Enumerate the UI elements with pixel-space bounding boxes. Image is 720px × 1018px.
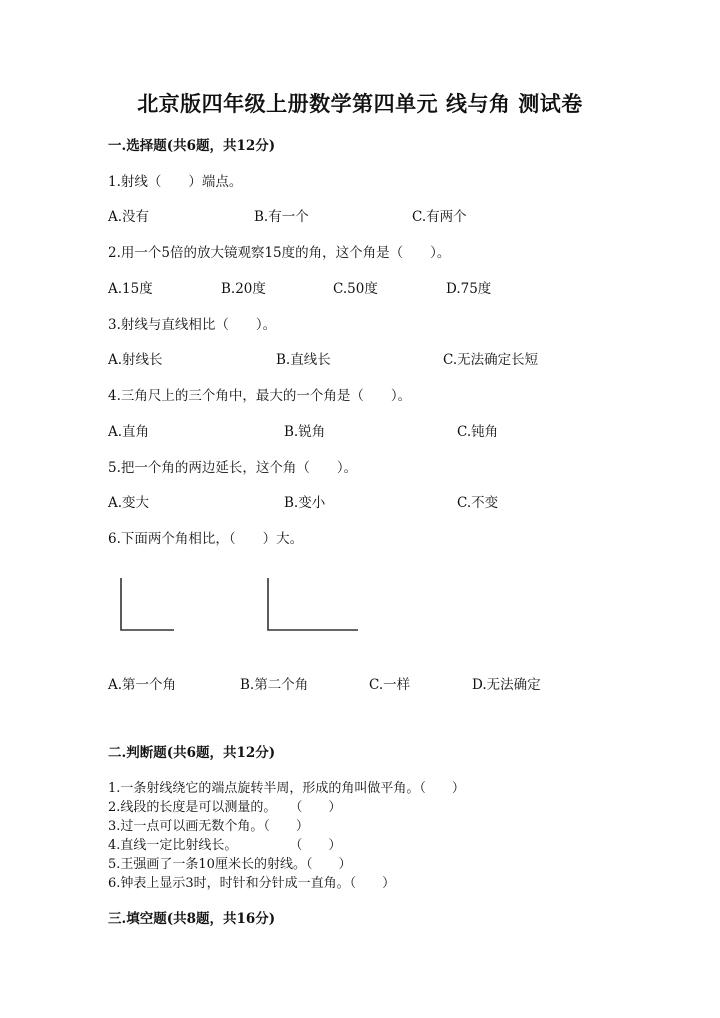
question-3-option-b: B.直线长 <box>276 352 331 368</box>
section-heading-judgment: 二.判断题(共6题，共12分) <box>108 745 276 761</box>
question-1-option-a: A.没有 <box>108 209 150 225</box>
question-4-option-a: A.直角 <box>108 424 150 440</box>
question-6-option-a: A.第一个角 <box>108 677 177 693</box>
question-4-option-b: B.锐角 <box>284 424 326 440</box>
question-2-option-c: C.50度 <box>333 281 378 297</box>
judgment-item-1: 1.一条射线绕它的端点旋转半周，形成的角叫做平角。（ ） <box>108 781 465 796</box>
angle-2-sides <box>268 578 358 630</box>
angle-figure-2 <box>268 578 358 630</box>
judgment-item-2: 2.线段的长度是可以测量的。 （ ） <box>108 800 342 815</box>
question-6-option-d: D.无法确定 <box>472 677 541 693</box>
question-3-stem: 3.射线与直线相比（ ）。 <box>108 317 277 333</box>
judgment-item-4: 4.直线一定比射线长。 （ ） <box>108 838 342 853</box>
question-1-option-b: B.有一个 <box>254 209 309 225</box>
question-3-option-a: A.射线长 <box>108 352 163 368</box>
question-2-option-d: D.75度 <box>446 281 492 297</box>
section-heading-fill-blank: 三.填空题(共8题，共16分) <box>108 911 276 927</box>
question-5-option-b: B.变小 <box>284 495 326 511</box>
judgment-item-3: 3.过一点可以画无数个角。（ ） <box>108 819 309 834</box>
question-4-option-c: C.钝角 <box>457 424 499 440</box>
question-3-option-c: C.无法确定长短 <box>443 352 539 368</box>
question-2-option-a: A.15度 <box>108 281 153 297</box>
question-5-option-a: A.变大 <box>108 495 150 511</box>
question-2-stem: 2.用一个5倍的放大镜观察15度的角，这个角是（ ）。 <box>108 245 451 261</box>
question-5-option-c: C.不变 <box>457 495 499 511</box>
question-5-stem: 5.把一个角的两边延长，这个角（ ）。 <box>108 460 358 476</box>
judgment-item-6: 6.钟表上显示3时，时针和分针成一直角。（ ） <box>108 876 396 891</box>
judgment-item-5: 5.王强画了一条10厘米长的射线。（ ） <box>108 857 352 872</box>
question-6-option-b: B.第二个角 <box>240 677 309 693</box>
page-title: 北京版四年级上册数学第四单元 线与角 测试卷 <box>137 91 583 116</box>
angle-1-sides <box>121 578 174 630</box>
section-heading-choice: 一.选择题(共6题，共12分) <box>108 138 276 154</box>
question-4-stem: 4.三角尺上的三个角中，最大的一个角是（ ）。 <box>108 388 412 404</box>
question-6-option-c: C.一样 <box>369 677 411 693</box>
question-1-option-c: C.有两个 <box>412 209 467 225</box>
question-2-option-b: B.20度 <box>221 281 266 297</box>
question-1-stem: 1.射线（ ）端点。 <box>108 174 243 190</box>
angle-figure-1 <box>121 578 174 630</box>
question-6-stem: 6.下面两个角相比，（ ）大。 <box>108 531 304 547</box>
